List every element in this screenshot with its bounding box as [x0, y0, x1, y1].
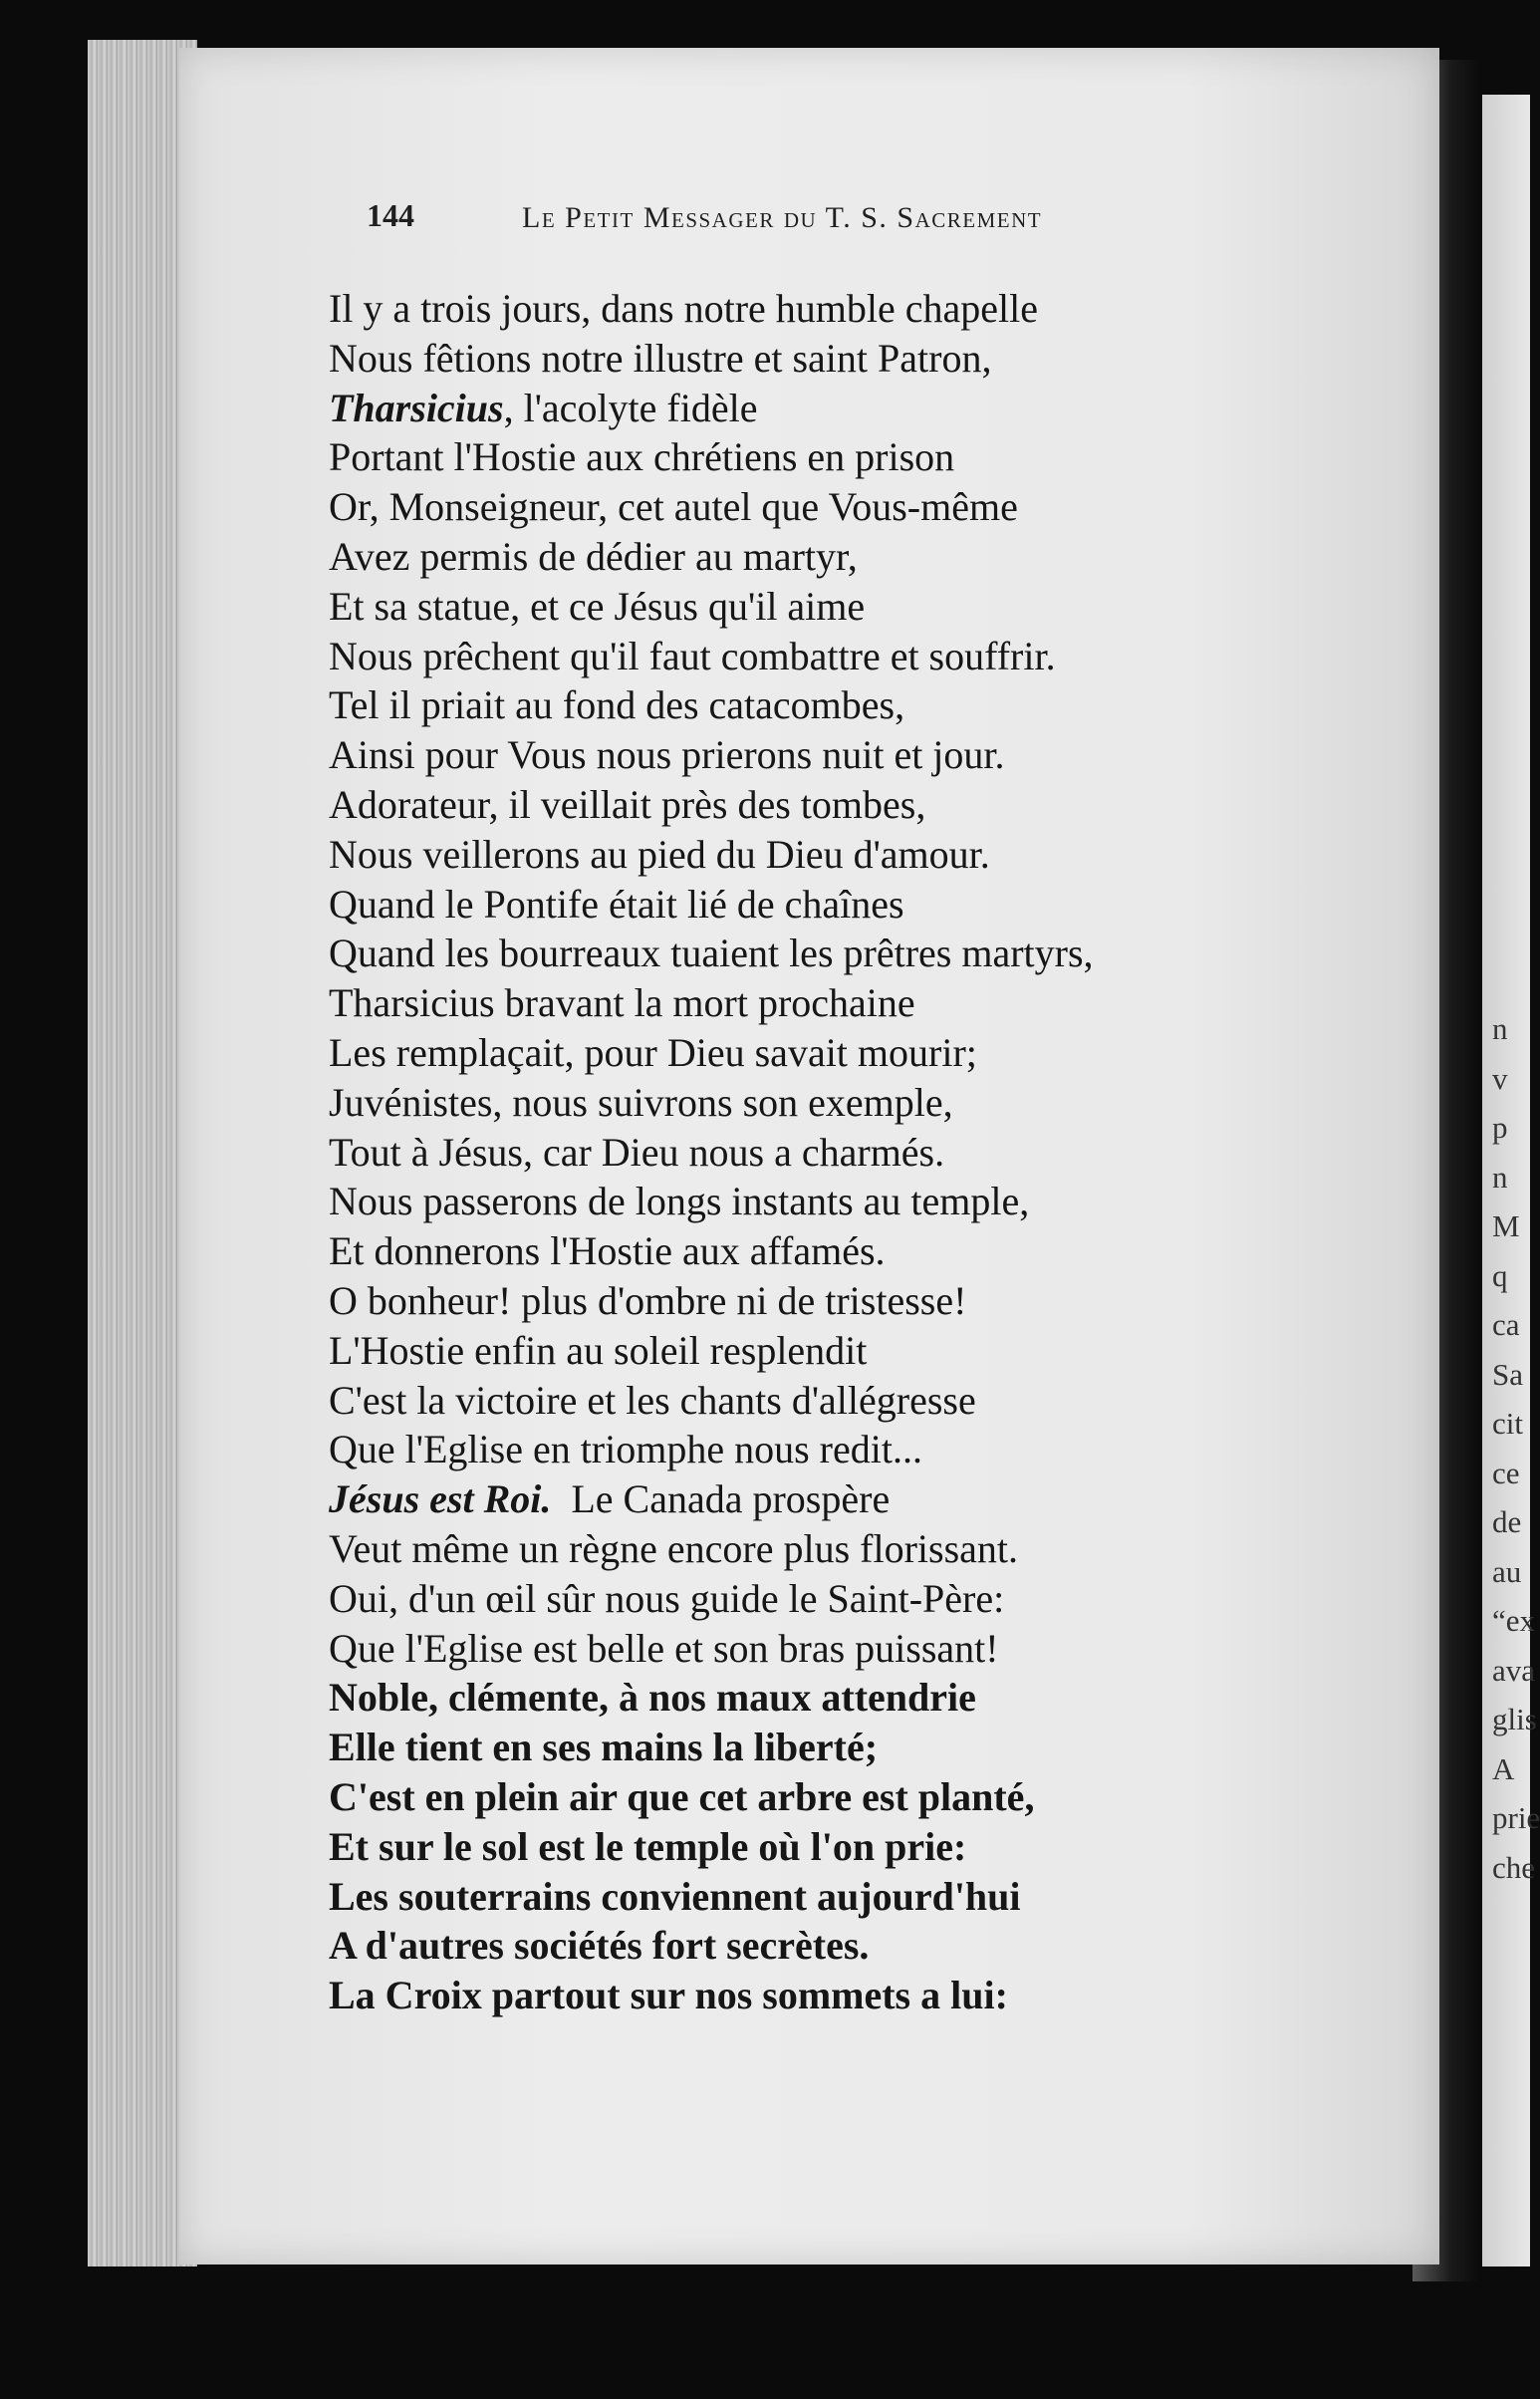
verse-text: Nous fêtions notre illustre et saint Patron,	[329, 335, 992, 381]
next-page-fragment: n	[1492, 1159, 1508, 1195]
verse-line	[329, 482, 1365, 532]
verse-line	[329, 1276, 1365, 1326]
verse-line	[329, 1326, 1365, 1376]
verse-text: C'est la victoire et les chants d'allégresse	[329, 1377, 976, 1423]
verse-text: Veut même un règne encore plus florissant.	[329, 1525, 1019, 1571]
verse-text: Et sur le sol est le temple où l'on prie:	[329, 1823, 967, 1869]
next-page-fragment: q	[1492, 1257, 1508, 1293]
verse-text: Et sa statue, et ce Jésus qu'il aime	[329, 583, 866, 629]
verse-text: Que l'Eglise en triomphe nous redit...	[329, 1427, 922, 1472]
next-page-fragment: “ex	[1492, 1603, 1536, 1638]
next-page-fragment: p	[1492, 1110, 1508, 1145]
verse-text: Adorateur, il veillait près des tombes,	[329, 781, 926, 827]
verse-line	[329, 1673, 1365, 1723]
verse-line	[329, 1971, 1365, 2020]
verse-line	[329, 1474, 1365, 1524]
verse-line	[329, 1822, 1365, 1872]
verse-text: , l'acolyte fidèle	[503, 385, 758, 430]
poem	[329, 284, 1365, 2020]
next-page-fragment: che	[1492, 1849, 1536, 1885]
verse-text: Quand les bourreaux tuaient les prêtres martyrs,	[329, 931, 1094, 976]
verse-line	[329, 1872, 1365, 1922]
verse-text: C'est en plein air que cet arbre est planté,	[329, 1773, 1035, 1819]
verse-text: O bonheur! plus d'ombre ni de tristesse!	[329, 1277, 967, 1323]
verse-text: Portant l'Hostie aux chrétiens en prison	[329, 434, 955, 480]
verse-line	[329, 532, 1365, 582]
next-page-fragment: ava	[1492, 1652, 1536, 1688]
verse-line	[329, 830, 1365, 880]
verse-line	[329, 432, 1365, 482]
verse-line	[329, 978, 1365, 1028]
next-page-text-fragments	[1492, 1004, 1540, 1892]
verse-text: Que l'Eglise est belle et son bras puissant!	[329, 1625, 999, 1671]
verse-text: Et donnerons l'Hostie aux affamés.	[329, 1228, 886, 1274]
verse-line	[329, 632, 1365, 681]
verse-text: A d'autres sociétés fort secrètes.	[329, 1923, 870, 1969]
verse-line	[329, 1078, 1365, 1128]
verse-line	[329, 1624, 1365, 1674]
next-page-fragment: de	[1492, 1504, 1522, 1539]
verse-line	[329, 680, 1365, 730]
next-page-fragment: ca	[1492, 1307, 1520, 1342]
verse-text: Or, Monseigneur, cet autel que Vous-même	[329, 484, 1018, 530]
verse-line	[329, 1723, 1365, 1772]
next-page-fragment: A	[1492, 1750, 1515, 1786]
verse-line	[329, 730, 1365, 780]
running-title: Le Petit Messager du T. S. Sacrement	[522, 201, 1043, 234]
verse-text: Nous veillerons au pied du Dieu d'amour.	[329, 831, 990, 877]
verse-text: Les remplaçait, pour Dieu savait mourir;	[329, 1029, 977, 1075]
verse-line	[329, 582, 1365, 632]
verse-text: Nous passerons de longs instants au temple,	[329, 1179, 1030, 1224]
next-page-fragment: ce	[1492, 1455, 1520, 1490]
verse-line	[329, 1128, 1365, 1178]
next-page-fragment: n	[1492, 1011, 1508, 1046]
verse-line	[329, 1376, 1365, 1426]
verse-text: Le Canada prospère	[551, 1476, 891, 1522]
verse-text: Quand le Pontife était lié de chaînes	[329, 881, 904, 927]
verse-text: Avez permis de dédier au martyr,	[329, 533, 858, 579]
verse-line	[329, 880, 1365, 930]
next-page-fragment: prie	[1492, 1800, 1540, 1835]
verse-line	[329, 1524, 1365, 1574]
verse-line	[329, 1028, 1365, 1078]
next-page-fragment: v	[1492, 1060, 1508, 1096]
running-head	[367, 197, 1263, 247]
next-page-fragment: Sa	[1492, 1356, 1523, 1392]
verse-text: Elle tient en ses mains la liberté;	[329, 1725, 879, 1770]
verse-line	[329, 1772, 1365, 1822]
verse-text: Il y a trois jours, dans notre humble chapelle	[329, 286, 1039, 331]
next-page-fragment: glis	[1492, 1702, 1537, 1736]
page-number: 144	[367, 197, 414, 233]
verse-text: Nous prêchent qu'il faut combattre et souffrir.	[329, 633, 1056, 678]
verse-line	[329, 929, 1365, 978]
verse-line	[329, 284, 1365, 334]
verse-text: Tout à Jésus, car Dieu nous a charmés.	[329, 1129, 945, 1175]
verse-line	[329, 780, 1365, 830]
verse-line	[329, 334, 1365, 384]
verse-text: Juvénistes, nous suivrons son exemple,	[329, 1079, 953, 1125]
verse-line	[329, 384, 1365, 433]
next-page-fragment: M	[1492, 1208, 1520, 1243]
verse-line	[329, 1921, 1365, 1971]
next-page-fragment: cit	[1492, 1406, 1523, 1441]
verse-italic-name: Tharsicius	[329, 385, 504, 430]
verse-text: Noble, clémente, à nos maux attendrie	[329, 1675, 976, 1721]
verse-line	[329, 1226, 1365, 1276]
verse-text: Les souterrains conviennent aujourd'hui	[329, 1873, 1021, 1919]
verse-line	[329, 1177, 1365, 1226]
verse-line	[329, 1425, 1365, 1474]
verse-italic-name: Jésus est Roi.	[329, 1476, 552, 1522]
verse-line	[329, 1574, 1365, 1624]
next-page-fragment: au	[1492, 1553, 1522, 1589]
verse-text: Oui, d'un œil sûr nous guide le Saint-Père:	[329, 1575, 1005, 1621]
verse-text: La Croix partout sur nos sommets a lui:	[329, 1973, 1008, 2018]
verse-text: Ainsi pour Vous nous prierons nuit et jour.	[329, 732, 1005, 778]
verse-text: Tharsicius bravant la mort prochaine	[329, 980, 915, 1026]
verse-text: L'Hostie enfin au soleil resplendit	[329, 1327, 868, 1373]
verse-text: Tel il priait au fond des catacombes,	[329, 682, 905, 728]
